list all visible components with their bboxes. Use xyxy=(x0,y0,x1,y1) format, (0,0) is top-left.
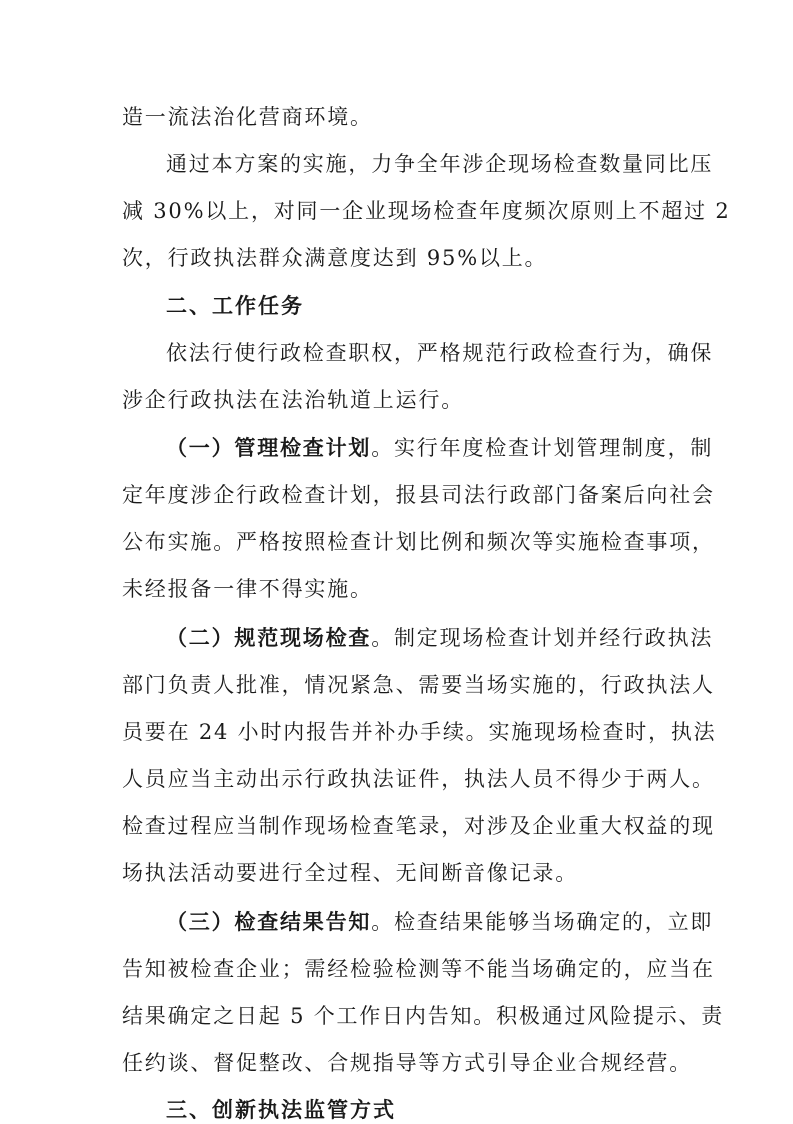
paragraph-first-line xyxy=(166,434,713,462)
text-line: 任约谈、督促整改、合规指导等方式引导企业合规经营。 xyxy=(122,1051,692,1075)
text-line: 结果确定之日起 5 个工作日内告知。积极通过风险提示、责 xyxy=(122,1004,725,1028)
text-line: 通过本方案的实施，力争全年涉企现场检查数量同比压 xyxy=(166,152,714,176)
text-line: 人员应当主动出示行政执法证件，执法人员不得少于两人。 xyxy=(122,767,715,791)
text-line: 造一流法治化营商环境。 xyxy=(122,105,373,129)
text-line: 依法行使行政检查职权，严格规范行政检查行为，确保 xyxy=(166,341,714,365)
paragraph-first-line xyxy=(166,624,713,652)
text-line: 定年度涉企行政检查计划，报县司法行政部门备案后向社会 xyxy=(122,483,715,507)
text-run: 。制定现场检查计划并经行政执法 xyxy=(371,626,714,650)
section-heading: 三、创新执法监管方式 xyxy=(166,1097,396,1122)
subsection-title: （三）检查结果告知 xyxy=(166,909,372,934)
text-line: 场执法活动要进行全过程、无间断音像记录。 xyxy=(122,861,578,885)
text-line: 检查过程应当制作现场检查笔录，对涉及企业重大权益的现 xyxy=(122,814,715,838)
text-line: 告知被检查企业；需经检验检测等不能当场确定的，应当在 xyxy=(122,957,715,981)
section-heading: 二、工作任务 xyxy=(166,293,304,318)
text-line: 部门负责人批准，情况紧急、需要当场实施的，行政执法人 xyxy=(122,673,715,697)
text-line: 未经报备一律不得实施。 xyxy=(122,577,373,601)
paragraph-first-line xyxy=(166,908,713,936)
text-line: 涉企行政执法在法治轨道上运行。 xyxy=(122,388,464,412)
text-run: 。检查结果能够当场确定的，立即 xyxy=(371,910,714,934)
subsection-title: （一）管理检查计划 xyxy=(166,435,372,460)
text-run: 。实行年度检查计划管理制度，制 xyxy=(371,436,714,460)
text-line: 公布实施。严格按照检查计划比例和频次等实施检查事项， xyxy=(122,530,715,554)
text-line: 员要在 24 小时内报告并补办手续。实施现场检查时，执法 xyxy=(122,720,717,744)
text-line: 减 30%以上，对同一企业现场检查年度频次原则上不超过 2 xyxy=(122,199,731,223)
subsection-title: （二）规范现场检查 xyxy=(166,625,372,650)
text-line: 次，行政执法群众满意度达到 95%以上。 xyxy=(122,246,548,270)
